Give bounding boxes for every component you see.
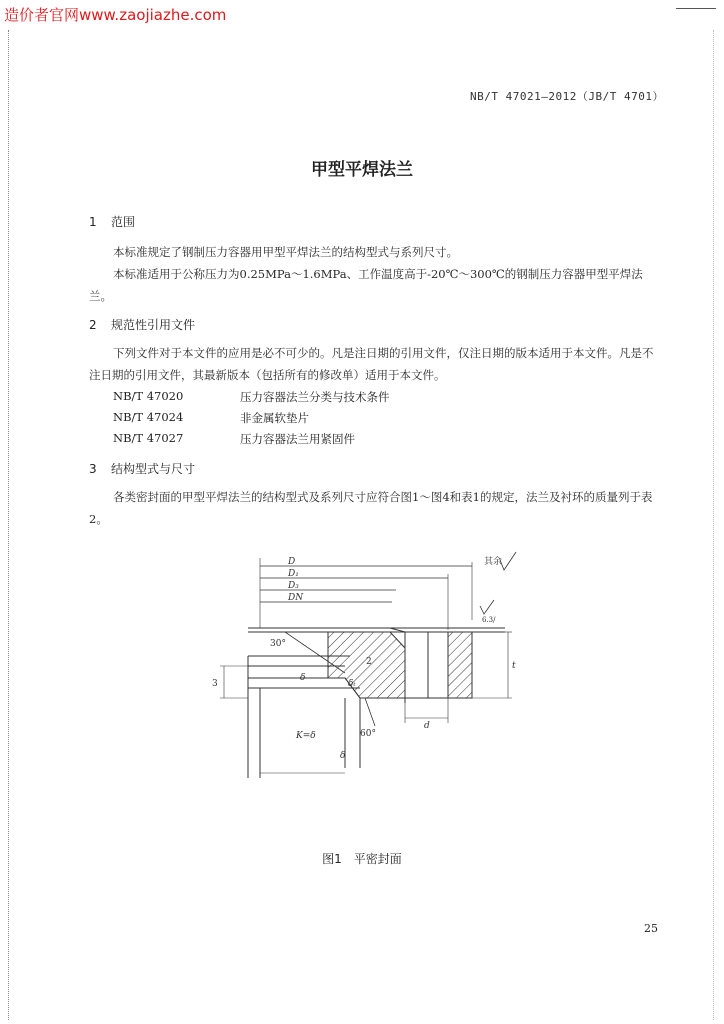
section-number: 3: [89, 462, 97, 476]
two-label: 2: [366, 657, 372, 667]
roughness-label: 6.3/: [482, 616, 496, 624]
k-label: K=δ: [296, 731, 316, 741]
figure-1-drawing: [200, 548, 530, 780]
dim-label-d3: D₃: [288, 581, 299, 591]
section-1-heading: [89, 213, 135, 230]
angle-60-label: 60°: [360, 729, 376, 739]
section-1-para-2: 本标准适用于公称压力为0.25MPa～1.6MPa、工作温度高于-20℃～300℃的钢制压力容器甲型平焊法兰。: [89, 267, 643, 303]
watermark-link[interactable]: 造价者官网www.zaojiazhe.com: [4, 6, 227, 24]
reference-title: 压力容器法兰用紧固件: [240, 432, 355, 446]
section-title: 范围: [111, 215, 136, 229]
section-title: 结构型式与尺寸: [111, 462, 196, 476]
angle-30-label: 30°: [270, 639, 286, 649]
section-number: 1: [89, 215, 97, 229]
page-number: 25: [644, 922, 658, 935]
reference-code: NB/T 47027: [113, 431, 184, 445]
reference-code: NB/T 47024: [113, 410, 184, 424]
delta-s-label: δ: [340, 751, 346, 761]
standard-code: NB/T 47021—2012（JB/T 4701）: [470, 90, 664, 103]
reference-title: 非金属软垫片: [240, 411, 309, 425]
t-label: t: [512, 661, 516, 671]
section-2-heading: [89, 316, 195, 333]
section-title: 规范性引用文件: [111, 318, 196, 332]
delta-label: δ: [300, 673, 306, 683]
surface-note: 其余: [484, 557, 503, 567]
reference-title: 压力容器法兰分类与技术条件: [240, 390, 390, 404]
three-label: 3: [212, 679, 218, 689]
section-2-para-1: 下列文件对于本文件的应用是必不可少的。凡是注日期的引用文件，仅注日期的版本适用于本文件。凡是不注日期的引用文件，其最新版本（包括所有的修改单）适用于本文件。: [89, 346, 654, 382]
delta-t-label: δₜ: [348, 679, 356, 689]
page-title: 甲型平焊法兰: [311, 160, 413, 180]
dim-label-d1: D₁: [288, 569, 299, 579]
figure-caption: 图1 平密封面: [322, 852, 402, 866]
section-number: 2: [89, 318, 97, 332]
section-3-heading: [89, 460, 195, 477]
section-3-para-1: 各类密封面的甲型平焊法兰的结构型式及系列尺寸应符合图1～图4和表1的规定，法兰及衬环的质量列于表2。: [89, 490, 653, 526]
dim-label-dn: DN: [288, 593, 304, 603]
dim-label-d: D: [288, 557, 296, 567]
reference-code: NB/T 47020: [113, 389, 184, 403]
d-label: d: [424, 721, 430, 731]
section-1-para-1: 本标准规定了钢制压力容器用甲型平焊法兰的结构型式与系列尺寸。: [113, 245, 458, 259]
scan-top-mark: [676, 8, 716, 9]
